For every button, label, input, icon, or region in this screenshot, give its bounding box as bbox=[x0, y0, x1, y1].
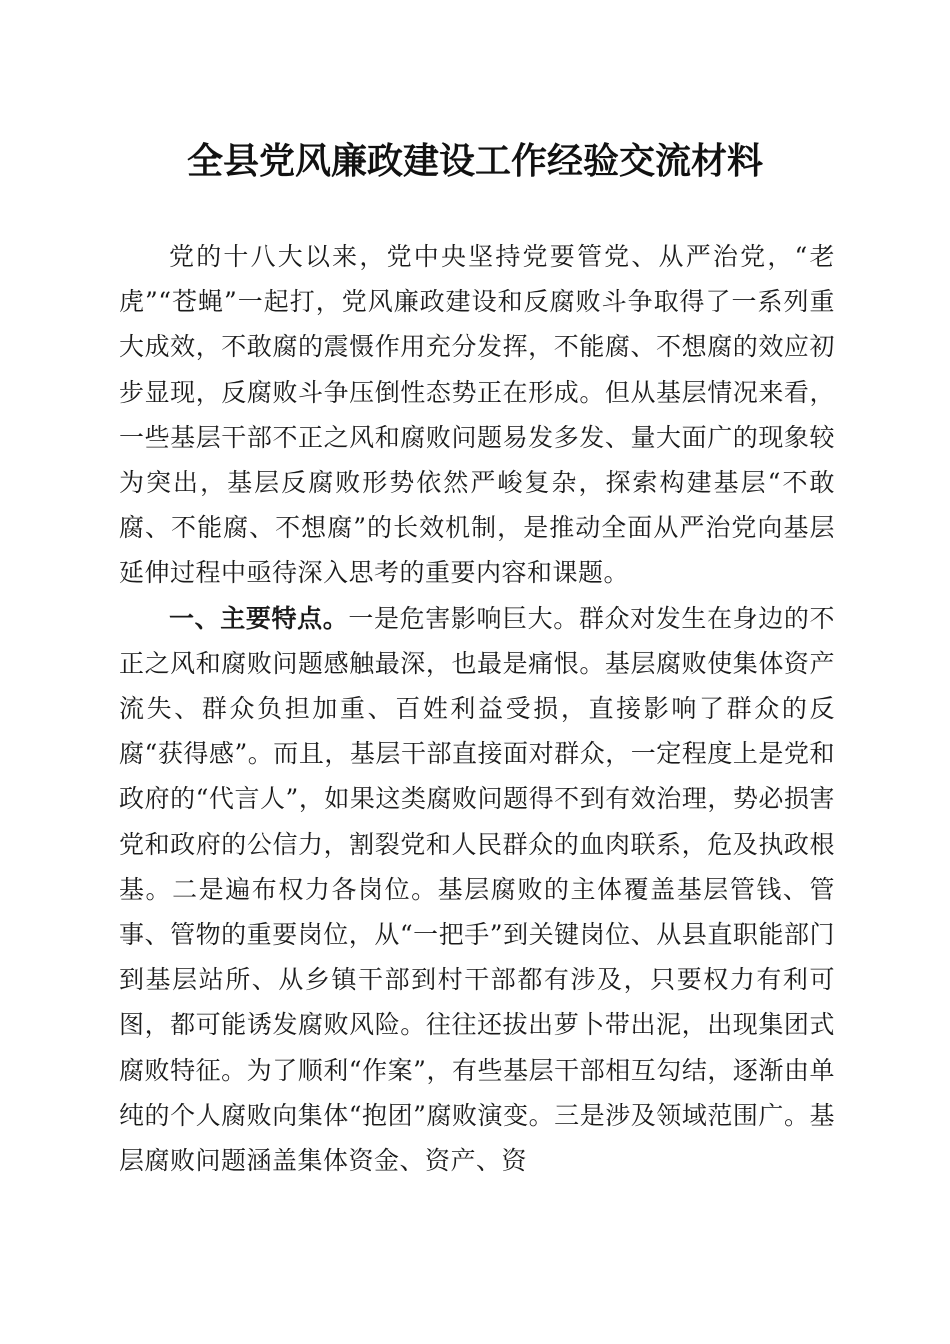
section-paragraph-text: 一是危害影响巨大。群众对发生在身边的不正之风和腐败问题感触最深，也最是痛恨。基层腐败使集体资产流失、群众负担加重、百姓利益受损，直接影响了群众的反腐“获得感”。而且，基层干部直接面对群众，一定程度上是党和政府的“代言人”，如果这类腐败问题得不到有效治理，势必损害党和政府的公信力，割裂党和人民群众的血肉联系，危及执政根基。二是遍布权力各岗位。基层腐败的主体覆盖基层管钱、管事、管物的重要岗位，从“一把手”到关键岗位、从县直职能部门到基层站所、从乡镇干部到村干部都有涉及，只要权力有利可图，都可能诱发腐败风险。往往还拔出萝卜带出泥，出现集团式腐败特征。为了顺利“作案”，有些基层干部相互勾结，逐渐由单纯的个人腐败向集体“抱团”腐败演变。三是涉及领域范围广。基层腐败问题涵盖集体资金、资产、资 bbox=[119, 603, 835, 1176]
intro-paragraph-text: 党的十八大以来，党中央坚持党要管党、从严治党，“老虎”“苍蝇”一起打，党风廉政建设和反腐败斗争取得了一系列重大成效，不敢腐的震慑作用充分发挥，不能腐、不想腐的效应初步显现，反腐败斗争压倒性态势正在形成。但从基层情况来看，一些基层干部不正之风和腐败问题易发多发、量大面广的现象较为突出，基层反腐败形势依然严峻复杂，探索构建基层“不敢腐、不能腐、不想腐”的长效机制，是推动全面从严治党向基层延伸过程中亟待深入思考的重要内容和课题。 bbox=[119, 242, 835, 588]
document-title: 全县党风廉政建设工作经验交流材料 bbox=[186, 141, 763, 182]
intro-paragraph bbox=[119, 234, 835, 596]
document-body bbox=[119, 234, 835, 1183]
section-heading-main-features: 一、主要特点。 bbox=[169, 603, 349, 633]
section-paragraph-main-features bbox=[119, 596, 835, 1184]
